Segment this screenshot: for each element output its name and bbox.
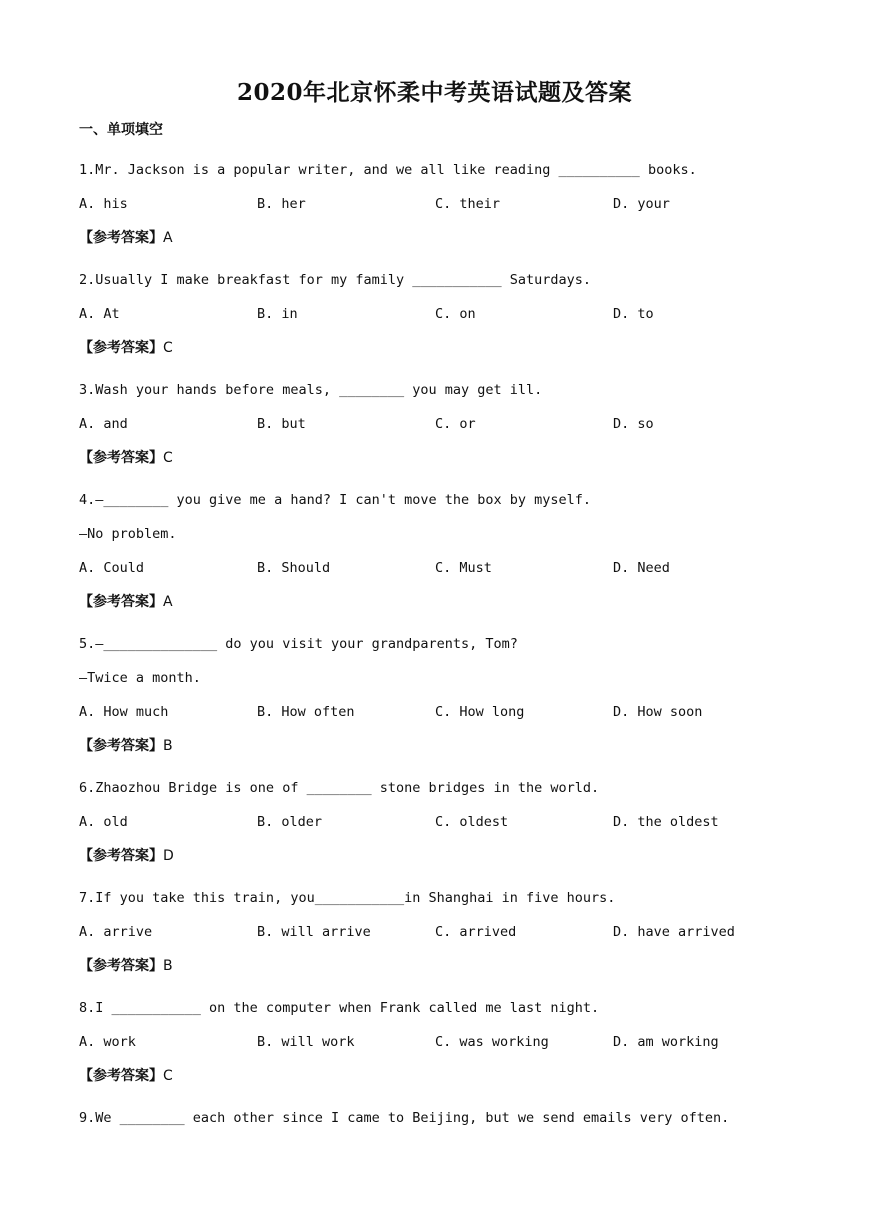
option-d: D. Need — [613, 560, 670, 576]
answer-value: B — [163, 738, 173, 754]
options-row — [79, 1032, 799, 1066]
option-a: A. At — [79, 306, 120, 322]
options-row — [79, 304, 799, 338]
answer-value: A — [163, 230, 173, 246]
option-b: B. older — [257, 814, 323, 830]
answer-tag: 【参考答案】 — [79, 1068, 163, 1084]
question-item — [79, 490, 799, 626]
answer-value: D — [163, 848, 174, 864]
question-item — [79, 998, 799, 1100]
answer-line — [79, 956, 799, 990]
question-stem: 9.We ________ each other since I came to Beijing, but we send emails very often. — [79, 1110, 730, 1126]
question-stem: 8.I ___________ on the computer when Frank called me last night. — [79, 1000, 600, 1016]
answer-tag: 【参考答案】 — [79, 450, 163, 466]
answer-tag: 【参考答案】 — [79, 594, 163, 610]
question-item — [79, 888, 799, 990]
answer-line — [79, 592, 799, 626]
option-c: C. or — [435, 416, 476, 432]
answer-line — [79, 448, 799, 482]
option-b: B. her — [257, 196, 306, 212]
answer-value: C — [163, 450, 173, 466]
option-c: C. How long — [435, 704, 525, 720]
option-a: A. arrive — [79, 924, 153, 940]
answer-line — [79, 1066, 799, 1100]
question-stem: 6.Zhaozhou Bridge is one of ________ stone bridges in the world. — [79, 780, 600, 796]
answer-value: B — [163, 958, 173, 974]
question-item — [79, 1108, 799, 1142]
answer-value: C — [163, 340, 173, 356]
question-stem: 1.Mr. Jackson is a popular writer, and we all like reading __________ books. — [79, 162, 697, 178]
document-title: 2020年北京怀柔中考英语试题及答案 — [236, 79, 632, 106]
answer-tag: 【参考答案】 — [79, 340, 163, 356]
question-dialogue-line: —Twice a month. — [79, 670, 201, 686]
option-c: C. oldest — [435, 814, 509, 830]
options-row — [79, 922, 799, 956]
answer-line — [79, 338, 799, 372]
option-d: D. How soon — [613, 704, 703, 720]
option-c: C. their — [435, 196, 501, 212]
section-heading: 一、单项填空 — [79, 122, 163, 138]
answer-value: C — [163, 1068, 173, 1084]
option-d: D. so — [613, 416, 654, 432]
question-dialogue-line: —No problem. — [79, 526, 177, 542]
option-a: A. How much — [79, 704, 169, 720]
question-stem: 7.If you take this train, you___________in Shanghai in five hours. — [79, 890, 616, 906]
answer-tag: 【参考答案】 — [79, 848, 163, 864]
question-list — [79, 160, 799, 1150]
option-a: A. work — [79, 1034, 136, 1050]
answer-value: A — [163, 594, 173, 610]
question-item — [79, 160, 799, 262]
answer-tag: 【参考答案】 — [79, 958, 163, 974]
option-a: A. and — [79, 416, 128, 432]
option-d: D. am working — [613, 1034, 719, 1050]
option-a: A. his — [79, 196, 128, 212]
option-a: A. Could — [79, 560, 145, 576]
options-row — [79, 812, 799, 846]
question-item — [79, 270, 799, 372]
option-b: B. will work — [257, 1034, 355, 1050]
question-item — [79, 380, 799, 482]
options-row — [79, 558, 799, 592]
option-b: B. in — [257, 306, 298, 322]
option-b: B. but — [257, 416, 306, 432]
option-d: D. have arrived — [613, 924, 735, 940]
answer-line — [79, 846, 799, 880]
question-item — [79, 634, 799, 770]
option-d: D. to — [613, 306, 654, 322]
question-item — [79, 778, 799, 880]
answer-tag: 【参考答案】 — [79, 230, 163, 246]
question-stem: 5.—______________ do you visit your grandparents, Tom? — [79, 636, 518, 652]
option-b: B. Should — [257, 560, 331, 576]
question-stem: 2.Usually I make breakfast for my family ___________ Saturdays. — [79, 272, 592, 288]
question-stem: 3.Wash your hands before meals, ________ you may get ill. — [79, 382, 543, 398]
option-c: C. arrived — [435, 924, 517, 940]
question-stem: 4.—________ you give me a hand? I can't move the box by myself. — [79, 492, 592, 508]
option-a: A. old — [79, 814, 128, 830]
options-row — [79, 702, 799, 736]
option-b: B. How often — [257, 704, 355, 720]
options-row — [79, 194, 799, 228]
option-c: C. on — [435, 306, 476, 322]
option-d: D. the oldest — [613, 814, 719, 830]
option-b: B. will arrive — [257, 924, 371, 940]
answer-tag: 【参考答案】 — [79, 738, 163, 754]
answer-line — [79, 736, 799, 770]
option-d: D. your — [613, 196, 670, 212]
options-row — [79, 414, 799, 448]
option-c: C. Must — [435, 560, 492, 576]
answer-line — [79, 228, 799, 262]
option-c: C. was working — [435, 1034, 549, 1050]
